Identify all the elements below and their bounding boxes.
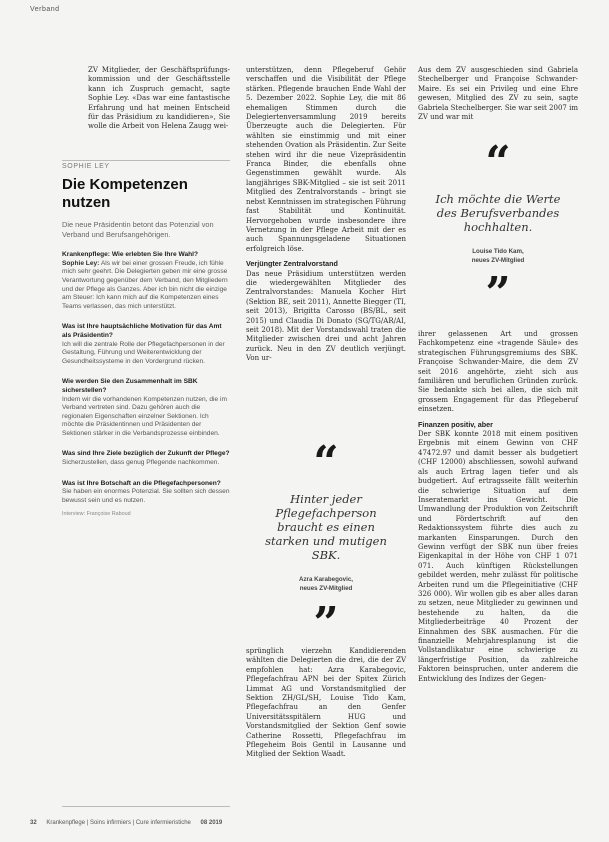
quote-text: Hinter jeder Pflegefachperson braucht es einen starken und mutigen SBK.: [265, 492, 387, 562]
magazine-name: Krankenpflege | Soins infirmiers | Cure infermieristiche: [46, 820, 191, 826]
column3-bottom-paragraph: Der SBK konnte 2018 mit einem positiven Ergebnis mit einem Gewinn von CHF 47472.97 und damit besser als budgetiert (CHF 12000) abschliessen, sowohl aufwand als auch Ertrag lagen tiefer und als budgetiert. Auf ertragsseite fällt weiterhin die schwierige Situation auf dem Inseratemarkt ins Gewicht. Die Umwandlung der Produktion von Zeitschrift und Fördertschrift auf den Redaktionssystem führte dies auch zu markanten Einsparungen. Durch den Gewinn verfügt der SBK nun über freies Eigenkapital in der Höhe von CHF 1 071 071. Auch künftigen Rückstellungen gebildet werden, mehr zulässt für politische Arbeiten rund um die Pflegeinitiative (CHF 326 000). Wir wollen gib es aber alles daran zu setzen, neue Mitglieder zu gewinnen und bestehende zu halten, da die Mitgliederbeiträge 40 Prozent der Einnahmen des SBK ausmachen. Für die finanzielle Mehrjahresplanung ist die Vollstandlikatur eine schwierige zu längerfristige Position, da zahlreiche Faktoren beinspruchen, unter anderem die Entwicklung des Indizes der Gegen-: [418, 430, 578, 683]
sidebar-title: Die Kompetenzen nutzen: [62, 176, 188, 211]
quote-author: Louise Tido Kam,: [472, 248, 524, 255]
interview-question: Was ist Ihre Botschaft an die Pflegefachpersonen?: [62, 479, 221, 487]
column2-top-paragraph: unterstützen, denn Pflegeberuf Gehör verschaffen und die Visibilität der Pflege stärken. Pflegende brauchen Ende Wahl der 5. Dezember 2022. Sophie Ley, die mit 86 ehemaligen Stimmen durch die Delegiertenversammlung 2019 bereits Überzeugte auch die Delegierten. Für wählten sie einstimmig und mit einer stehenden Ovation als Präsidentin. Zur Seite stehen wird ihr die neue Vizepräsidentin Franca Binder, die ebenfalls ohne Gegenstimmen gewählt wurde. Als langjähriges SBK-Mitglied – sie ist seit 2011 Mitglied des Zentralvorstands – bringt sie nebst Kenntnissen im strategischen Führung fast Stabilität und Kontinuität. Hervorgehoben wurde insbesondere ihre Vernetzung in der Pflege Arbeit mit der es auch Spannungsgeladene Situationen erfolgreich löse.: [246, 66, 406, 253]
interview-question: Wie werden Sie den Zusammenhalt im SBK sicherstellen?: [62, 378, 198, 394]
interview-answer: Sie haben ein enormes Potenzial. Sie sollten sich dessen bewusst sein und es nutzen.: [62, 488, 230, 504]
sidebar-bottom-rule: [62, 806, 230, 807]
pull-quote-karabegovic: [256, 437, 396, 649]
quote-author: Azra Karabegovic,: [299, 576, 353, 583]
column1-top-paragraph: ZV Mitglieder, der Geschäftsprüfungs-kommission und der Geschäftsstelle kann ich Zuspruch gemacht, sagte Sophie Ley. «Das war eine fantastische Erfahrung und hat meinen Entscheid für das Präsidium zu kandidieren», Sie wolle die Arbeit von Helena Zaugg wei-: [88, 66, 230, 131]
close-quote-icon: ”: [485, 268, 511, 319]
column1-top-text: [88, 66, 230, 132]
interview-answer: Indem wir die vorhandenen Kompetenzen nutzen, die im Verband vertreten sind. Dazu gehören auch die regionalen Eigenschaften einzelner Sektionen. Ich möchte die Präsidentinnen und Präsidenten der Sektionen stärker in die Verbandsprozesse einbinden.: [62, 395, 227, 437]
interview-answer: [62, 260, 230, 312]
open-quote-icon: “: [313, 437, 339, 488]
interview-answer: Sicherzustellen, dass genug Pflegende nachkommen.: [62, 459, 220, 467]
page-number: 32: [30, 820, 37, 826]
sidebar-top-rule: [62, 160, 230, 161]
answer-text: Als wir bei einer grossen Freude, ich fühle mich sehr geehrt. Die Delegierten geben mir eine grosse Verantwortung gegenüber dem Verband, den Mitgliedern und der Pflege als Ganzes. Aber ich bin nicht die einzige am Steuer: Ich kann mich auf die Kompetenzen eines Teams verlassen, das mich unterstützt.: [62, 259, 228, 310]
issue-number: 08 2019: [200, 820, 223, 826]
answer-speaker: Sophie Ley:: [62, 259, 100, 267]
quote-text: Ich möchte die Werte des Berufsverbandes hochhalten.: [435, 192, 561, 234]
interview-answer: Ich will die zentrale Rolle der Pflegefachpersonen in der Gestaltung, Führung und Weiterentwicklung der Gesundheitssysteme in den Vordergrund rücken.: [62, 340, 225, 365]
quote-role: neues ZV-Mitglied: [299, 584, 353, 592]
quote-role: neues ZV-Mitglied: [471, 256, 525, 264]
column3-top-text: [418, 66, 578, 122]
interview-question: Krankenpflege: Wie erlebten Sie Ihre Wahl?: [62, 251, 198, 259]
close-quote-icon: ”: [313, 598, 339, 649]
sidebar-lead: Die neue Präsidentin betont das Potenzial von Verband und Berufsangehörigen.: [62, 220, 214, 239]
sidebar-interview: [62, 163, 230, 517]
section-label: Verband: [30, 6, 60, 13]
column3-mid-paragraph: ihrer gelassenen Art und grossen Fachkompetenz eine «tragende Säule» des strategischen Führungsgremiums des SBK. Françoise Schwander-Maire, die dem ZV seit 2016 angehörte, zieht sich aus familiären und beruflichen Gründen zurück. Sie bedankte sich bei allen, die sich mit grossem Engagement für das Pflegeberuf einsetzen.: [418, 330, 578, 414]
column2-bottom-paragraph: sprünglich vierzehn Kandidierenden wählten die Delegierten die drei, die der ZV empfohlen hat: Azra Karabegovic, Pflegefachfrau APN bei der Spitex Zürich Limmat AG und Vorstandsmitglied der Sektion ZH/GL/SH, Louise Tido Kam, Pflegefachfrau an den Genfer Universitätsspitälern HUG und Vorstandsmitglied der Sektion Genf sowie Catherine Rossetti, Pflegefachfrau im Pflegeheim Bois Gentil in Lausanne und Mitglied der Sektion Waadt.: [246, 647, 406, 759]
interview-question: Was sind Ihre Ziele bezüglich der Zukunft der Pflege?: [62, 450, 230, 458]
interview-credit: Interview: Françoise Raboud: [62, 511, 131, 518]
heading-finanzen: Finanzen positiv, aber: [418, 419, 493, 429]
column2-bottom-text: [246, 647, 406, 760]
column2-mid-paragraph: Das neue Präsidium unterstützen werden die wiedergewählten Mitglieder des Zentralvorstandes: Manuela Kocher Hirt (Sektion BE, seit 2011), Annette Biegger (TI, seit 2013), Brigitta Carosso (BS/BL, seit 2015) und Claudia Di Donato (SG/TG/AR/AI, seit 2018). Mit der Vorstandswahl traten die Mitglieder zwischen drei und acht Jahren zurück. Neu in den ZV deutlich verjüngt. Von ur-: [246, 269, 406, 363]
pull-quote-tido-kam: [428, 137, 568, 319]
interview-question: Was ist Ihre hauptsächliche Motivation für das Amt als Präsidentin?: [62, 323, 222, 339]
sidebar-kicker: SOPHIE LEY: [62, 163, 110, 170]
page-footer: [30, 820, 230, 826]
heading-verjuengter-zentralvorstand: Verjüngter Zentralvorstand: [246, 259, 338, 269]
column2-text: [246, 66, 406, 364]
open-quote-icon: “: [485, 137, 511, 188]
column3-bottom-text: [418, 330, 578, 684]
column3-top-paragraph: Aus dem ZV ausgeschieden sind Gabriela Stechelberger und Françoise Schwander-Maire. Es sei ein Privileg und eine Ehre gewesen, Mitglied des ZV zu sein, sagte Gabriela Stechelberger. Sie war seit 2007 im ZV und war mit: [418, 66, 578, 122]
